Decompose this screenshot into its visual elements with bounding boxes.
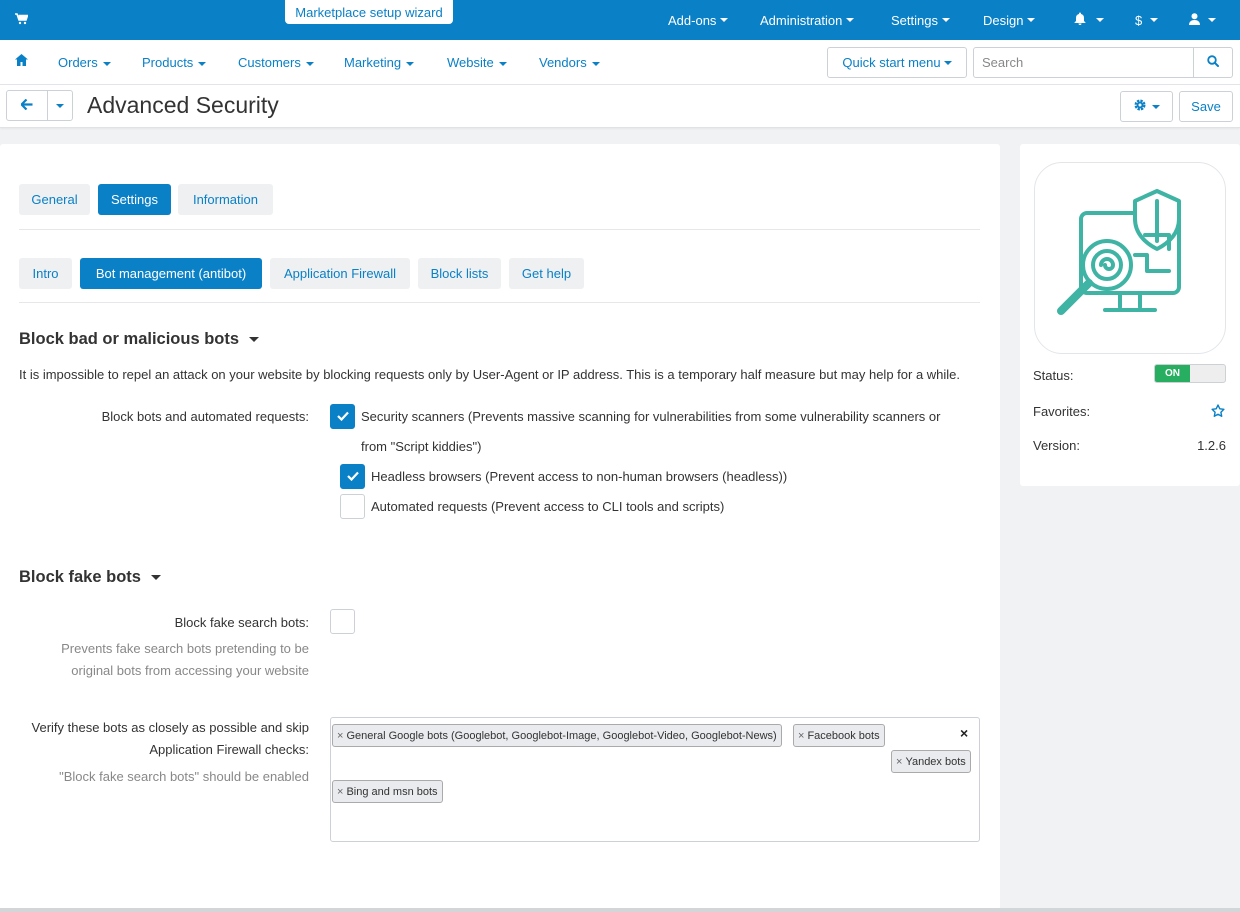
chevron-down-icon [1096,18,1104,22]
section-block-bad-bots-title[interactable]: Block bad or malicious bots [19,330,259,349]
nav-website[interactable]: Website [447,55,507,70]
status-on-indicator: ON [1155,365,1190,382]
block-fake-bots-hint: Prevents fake search bots pretending to be original bots from accessing your website [61,641,309,678]
verify-bots-hint: "Block fake search bots" should be enabled [59,769,309,784]
status-label: Status: [1033,368,1074,383]
headless-browsers-label: Headless browsers (Prevent access to non-human browsers (headless)) [371,469,788,484]
tag-facebook-bots: × Facebook bots [793,724,885,747]
security-scanners-label: Security scanners (Prevents massive scanning for vulnerabilities from some vulnerability scanners or [361,409,941,424]
remove-tag-icon[interactable]: × [337,729,344,742]
chevron-down-icon [942,18,950,22]
user-icon [1189,13,1200,28]
user-menu[interactable] [1189,0,1216,40]
tab-general[interactable]: General [19,184,90,215]
verify-bots-multiselect[interactable] [330,717,980,842]
main-nav [0,40,1240,85]
quick-start-menu-button[interactable]: Quick start menu [827,47,967,78]
addons-menu[interactable]: Add-ons [668,0,728,40]
chevron-down-icon [1152,105,1160,109]
currency-menu[interactable]: $ [1135,0,1158,40]
chevron-down-icon [499,62,507,66]
verify-bots-label: Verify these bots as closely as possible and skip Application Firewall checks: [31,720,309,757]
chevron-down-icon [56,104,64,108]
tag-bing-msn-bots: × Bing and msn bots [332,780,443,803]
subtab-get-help[interactable]: Get help [509,258,584,289]
design-menu[interactable]: Design [983,0,1035,40]
divider [19,302,980,303]
star-icon[interactable] [1211,404,1225,421]
status-toggle[interactable] [1154,364,1226,383]
bottom-scroll-edge [0,908,1240,912]
title-bar [0,85,1240,128]
nav-customers[interactable]: Customers [238,55,314,70]
tag-google-bots: × General Google bots (Googlebot, Googlebot-Image, Googlebot-Video, Googlebot-News) [332,724,782,747]
back-dropdown-button[interactable] [47,90,73,121]
chevron-down-icon [1208,18,1216,22]
chevron-down-icon [198,62,206,66]
remove-tag-icon[interactable]: × [896,755,903,768]
subtab-intro[interactable]: Intro [19,258,72,289]
version-value: 1.2.6 [1197,438,1226,453]
marketplace-setup-wizard-button[interactable]: Marketplace setup wizard [285,0,453,24]
chevron-down-icon [249,337,259,342]
nav-orders[interactable]: Orders [58,55,111,70]
administration-menu[interactable]: Administration [760,0,854,40]
back-button[interactable] [6,90,48,121]
block-fake-bots-checkbox[interactable] [330,609,355,634]
remove-tag-icon[interactable]: × [337,785,344,798]
subtab-application-firewall[interactable]: Application Firewall [270,258,410,289]
addon-logo [1034,162,1226,354]
addon-info-panel [1020,144,1240,486]
security-monitor-logo-icon [1035,163,1227,355]
chevron-down-icon [1027,18,1035,22]
top-bar [0,0,1240,40]
clear-all-icon[interactable]: × [960,725,969,741]
bell-icon [1074,12,1086,28]
automated-requests-checkbox[interactable] [340,494,365,519]
divider [19,229,980,230]
chevron-down-icon [306,62,314,66]
chevron-down-icon [720,18,728,22]
block-fake-bots-label: Block fake search bots: [174,615,309,630]
tab-settings[interactable]: Settings [98,184,171,215]
chevron-down-icon [151,575,161,580]
security-scanners-checkbox[interactable] [330,404,355,429]
save-button[interactable]: Save [1179,91,1233,122]
chevron-down-icon [944,61,952,65]
remove-tag-icon[interactable]: × [798,729,805,742]
cart-icon[interactable] [15,13,28,28]
settings-menu[interactable]: Settings [891,0,950,40]
subtab-bot-management[interactable]: Bot management (antibot) [80,258,262,289]
subtab-block-lists[interactable]: Block lists [418,258,501,289]
tag-yandex-bots: × Yandex bots [891,750,971,773]
search-button[interactable] [1193,47,1233,78]
block-bots-label: Block bots and automated requests: [101,409,309,424]
gear-icon [1133,98,1147,115]
arrow-left-icon [21,98,33,113]
chevron-down-icon [846,18,854,22]
page-title: Advanced Security [87,92,279,118]
notifications-menu[interactable] [1074,0,1104,40]
home-icon[interactable] [15,54,28,69]
check-icon [347,469,359,484]
main-panel [0,144,1000,912]
headless-browsers-checkbox[interactable] [340,464,365,489]
nav-marketing[interactable]: Marketing [344,55,414,70]
favorites-label: Favorites: [1033,404,1091,419]
security-scanners-label-cont: from "Script kiddies") [361,439,482,454]
nav-products[interactable]: Products [142,55,206,70]
chevron-down-icon [406,62,414,66]
tab-information[interactable]: Information [178,184,273,215]
check-icon [337,409,349,424]
search-icon [1207,55,1219,70]
section-block-fake-bots-title[interactable]: Block fake bots [19,568,161,587]
version-label: Version: [1033,438,1080,453]
nav-vendors[interactable]: Vendors [539,55,600,70]
automated-requests-label: Automated requests (Prevent access to CLI tools and scripts) [371,499,725,514]
chevron-down-icon [103,62,111,66]
settings-dropdown-button[interactable] [1120,91,1173,122]
section-description: It is impossible to repel an attack on your website by blocking requests only by User-Agent or IP address. This is a temporary half measure but may help for a while. [19,367,961,382]
chevron-down-icon [592,62,600,66]
search-input[interactable] [973,47,1194,78]
chevron-down-icon [1150,18,1158,22]
